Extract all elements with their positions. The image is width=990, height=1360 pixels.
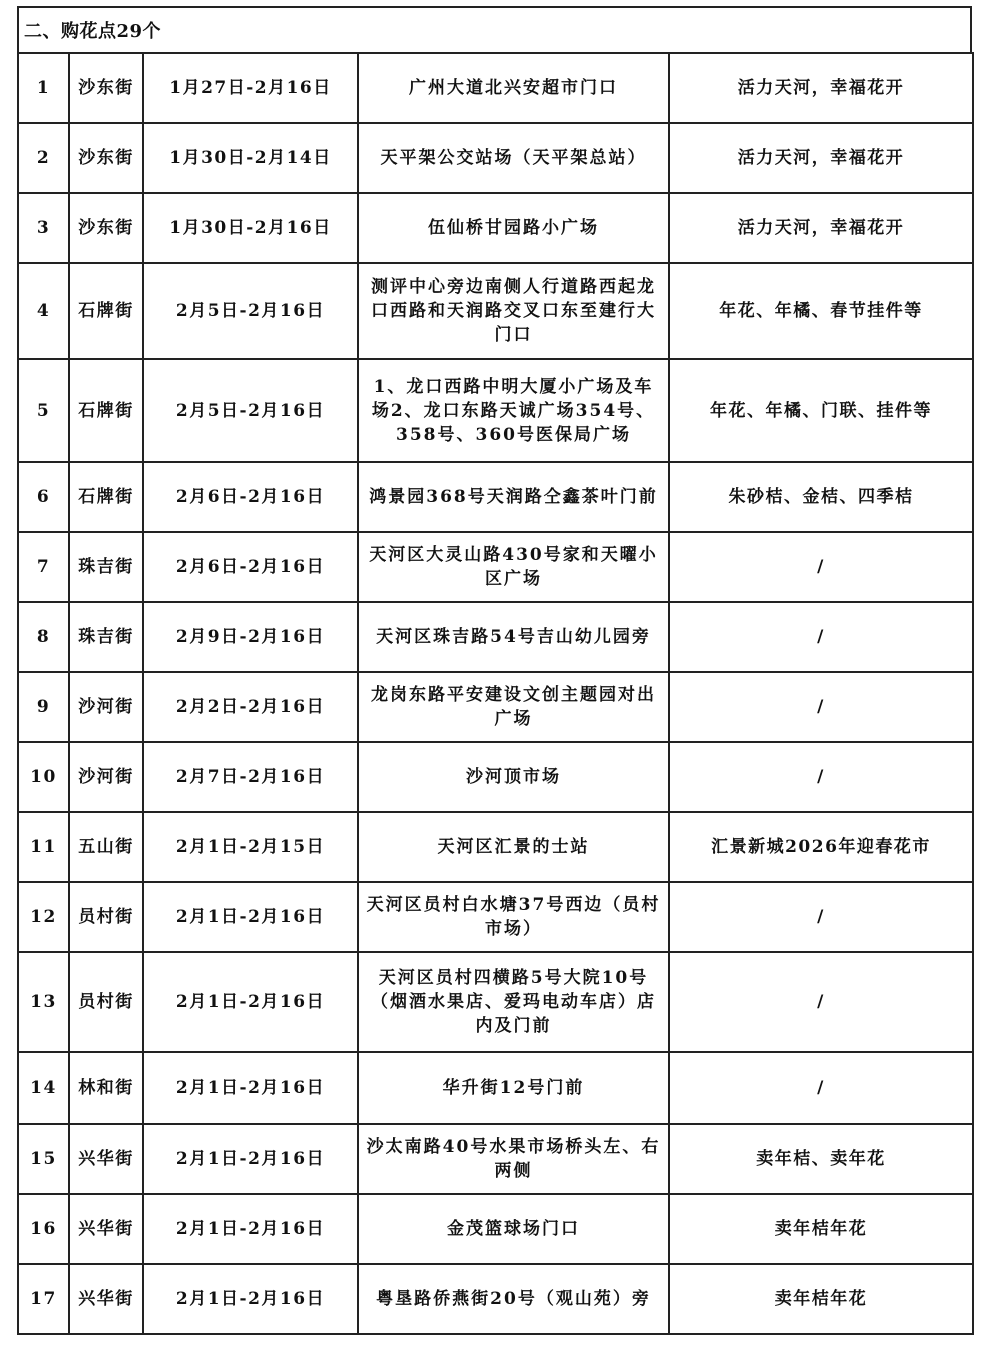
location: 天河区员村四横路5号大院10号（烟酒水果店、爱玛电动车店）店内及门前 — [358, 952, 669, 1052]
row-number: 4 — [18, 263, 69, 359]
date-range: 2月7日-2月16日 — [143, 742, 358, 812]
date-range: 1月27日-2月16日 — [143, 53, 358, 123]
date-range: 2月1日-2月15日 — [143, 812, 358, 882]
street-name: 林和街 — [69, 1052, 143, 1124]
date-range: 2月6日-2月16日 — [143, 462, 358, 532]
items-note: 卖年桔年花 — [669, 1264, 973, 1334]
row-number: 5 — [18, 359, 69, 462]
table-row — [18, 602, 973, 672]
street-name: 沙河街 — [69, 672, 143, 742]
items-note: / — [669, 532, 973, 602]
street-name: 珠吉街 — [69, 602, 143, 672]
table-row — [18, 1194, 973, 1264]
row-number: 3 — [18, 193, 69, 263]
table-row — [18, 1052, 973, 1124]
date-range: 2月1日-2月16日 — [143, 1264, 358, 1334]
location: 沙河顶市场 — [358, 742, 669, 812]
street-name: 石牌街 — [69, 359, 143, 462]
location: 1、龙口西路中明大厦小广场及车场2、龙口东路天诚广场354号、358号、360号医保局广场 — [358, 359, 669, 462]
location: 天河区员村白水塘37号西边（员村市场） — [358, 882, 669, 952]
row-number: 1 — [18, 53, 69, 123]
date-range: 2月2日-2月16日 — [143, 672, 358, 742]
date-range: 1月30日-2月14日 — [143, 123, 358, 193]
table-row — [18, 952, 973, 1052]
date-range: 2月1日-2月16日 — [143, 1194, 358, 1264]
date-range: 2月1日-2月16日 — [143, 952, 358, 1052]
table-row — [18, 1124, 973, 1194]
street-name: 兴华街 — [69, 1124, 143, 1194]
row-number: 2 — [18, 123, 69, 193]
location: 金茂篮球场门口 — [358, 1194, 669, 1264]
items-note: 卖年桔、卖年花 — [669, 1124, 973, 1194]
row-number: 15 — [18, 1124, 69, 1194]
items-note: / — [669, 602, 973, 672]
table-row — [18, 532, 973, 602]
street-name: 五山街 — [69, 812, 143, 882]
items-note: 汇景新城2026年迎春花市 — [669, 812, 973, 882]
location: 粤垦路侨燕街20号（观山苑）旁 — [358, 1264, 669, 1334]
table-row — [18, 1264, 973, 1334]
date-range: 2月5日-2月16日 — [143, 359, 358, 462]
street-name: 员村街 — [69, 952, 143, 1052]
items-note: 活力天河，幸福花开 — [669, 123, 973, 193]
location: 华升街12号门前 — [358, 1052, 669, 1124]
location: 广州大道北兴安超市门口 — [358, 53, 669, 123]
table-row — [18, 123, 973, 193]
location: 天平架公交站场（天平架总站） — [358, 123, 669, 193]
table-row — [18, 812, 973, 882]
street-name: 兴华街 — [69, 1194, 143, 1264]
table-row — [18, 462, 973, 532]
row-number: 8 — [18, 602, 69, 672]
date-range: 2月1日-2月16日 — [143, 1124, 358, 1194]
items-note: 年花、年橘、春节挂件等 — [669, 263, 973, 359]
street-name: 沙东街 — [69, 123, 143, 193]
row-number: 11 — [18, 812, 69, 882]
location: 天河区珠吉路54号吉山幼儿园旁 — [358, 602, 669, 672]
date-range: 1月30日-2月16日 — [143, 193, 358, 263]
row-number: 7 — [18, 532, 69, 602]
location: 天河区汇景的士站 — [358, 812, 669, 882]
section-title: 二、购花点29个 — [17, 6, 972, 52]
items-note: / — [669, 742, 973, 812]
location: 鸿景园368号天润路仝鑫茶叶门前 — [358, 462, 669, 532]
street-name: 沙东街 — [69, 53, 143, 123]
document-sheet — [17, 6, 972, 1335]
location: 测评中心旁边南侧人行道路西起龙口西路和天润路交叉口东至建行大门口 — [358, 263, 669, 359]
street-name: 珠吉街 — [69, 532, 143, 602]
table-row — [18, 359, 973, 462]
items-note: / — [669, 1052, 973, 1124]
table-row — [18, 672, 973, 742]
date-range: 2月5日-2月16日 — [143, 263, 358, 359]
row-number: 17 — [18, 1264, 69, 1334]
items-note: 朱砂桔、金桔、四季桔 — [669, 462, 973, 532]
row-number: 16 — [18, 1194, 69, 1264]
location: 天河区大灵山路430号家和天曜小区广场 — [358, 532, 669, 602]
street-name: 员村街 — [69, 882, 143, 952]
row-number: 6 — [18, 462, 69, 532]
items-note: / — [669, 672, 973, 742]
street-name: 兴华街 — [69, 1264, 143, 1334]
row-number: 14 — [18, 1052, 69, 1124]
location: 伍仙桥甘园路小广场 — [358, 193, 669, 263]
date-range: 2月6日-2月16日 — [143, 532, 358, 602]
street-name: 石牌街 — [69, 263, 143, 359]
date-range: 2月9日-2月16日 — [143, 602, 358, 672]
date-range: 2月1日-2月16日 — [143, 1052, 358, 1124]
row-number: 12 — [18, 882, 69, 952]
row-number: 13 — [18, 952, 69, 1052]
street-name: 沙东街 — [69, 193, 143, 263]
items-note: 年花、年橘、门联、挂件等 — [669, 359, 973, 462]
table-row — [18, 742, 973, 812]
location: 沙太南路40号水果市场桥头左、右两侧 — [358, 1124, 669, 1194]
row-number: 10 — [18, 742, 69, 812]
table-row — [18, 263, 973, 359]
items-note: 卖年桔年花 — [669, 1194, 973, 1264]
table-row — [18, 193, 973, 263]
items-note: 活力天河，幸福花开 — [669, 193, 973, 263]
street-name: 石牌街 — [69, 462, 143, 532]
table-row — [18, 882, 973, 952]
row-number: 9 — [18, 672, 69, 742]
items-note: / — [669, 952, 973, 1052]
flower-sites-table — [17, 52, 974, 1335]
table-row — [18, 53, 973, 123]
items-note: 活力天河，幸福花开 — [669, 53, 973, 123]
street-name: 沙河街 — [69, 742, 143, 812]
location: 龙岗东路平安建设文创主题园对出广场 — [358, 672, 669, 742]
date-range: 2月1日-2月16日 — [143, 882, 358, 952]
items-note: / — [669, 882, 973, 952]
